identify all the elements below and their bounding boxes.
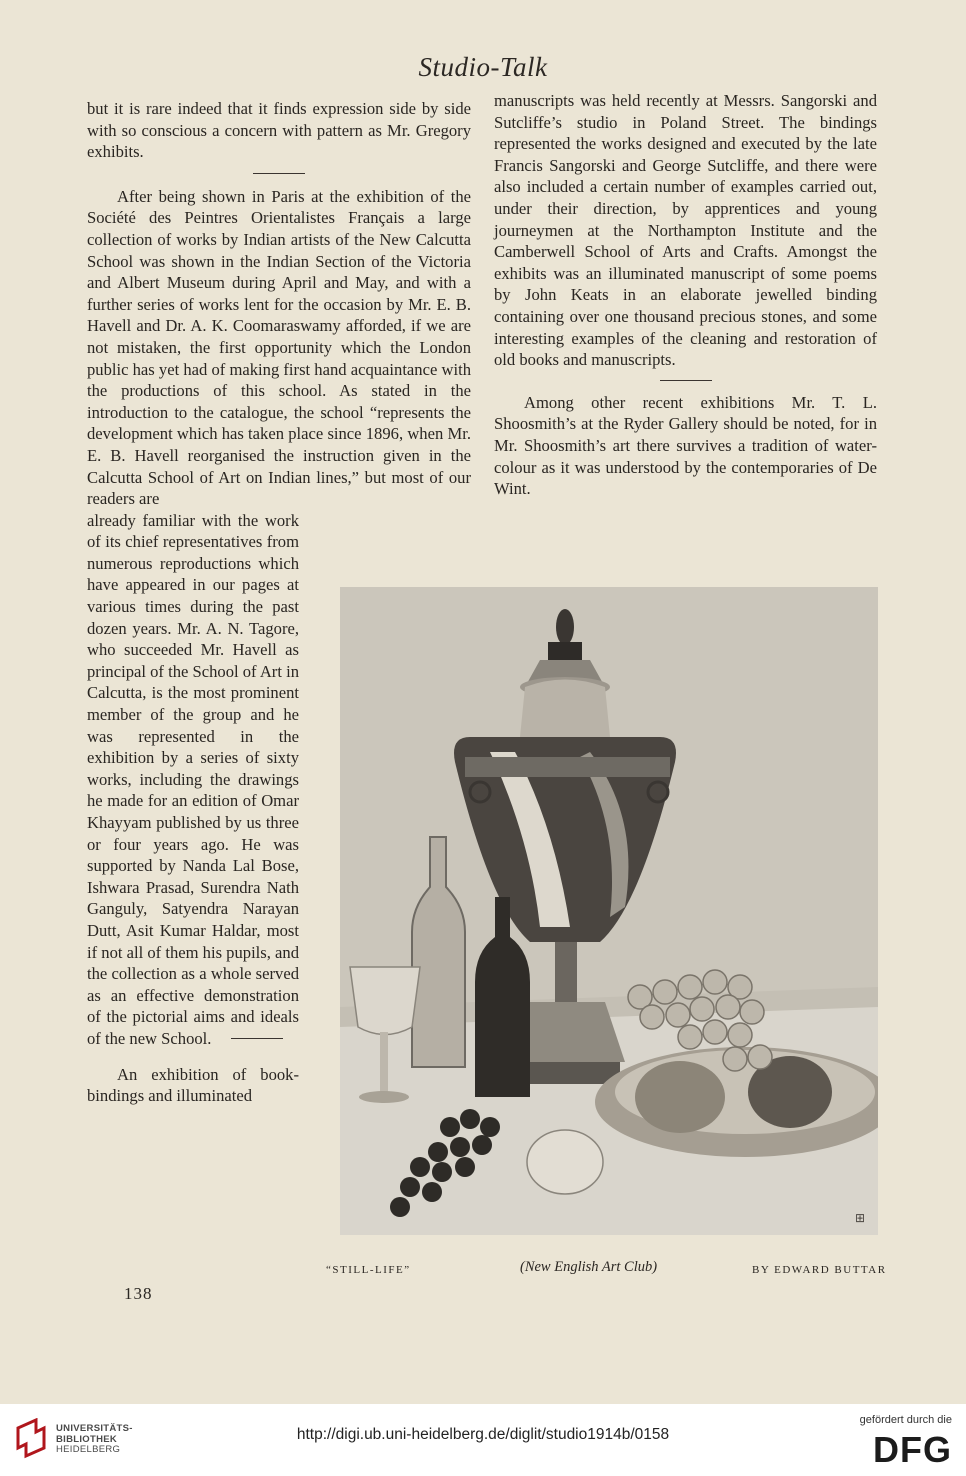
source-url-link[interactable]: http://digi.ub.uni-heidelberg.de/diglit/studio1914b/0158 — [296, 1426, 670, 1443]
left-paragraph-2-narrow-text: already familiar with the work of its chief representatives from numerous reproductions which have appeared in our pages at various times during the past dozen years. Mr. A. N. Tagore, who succeeded Mr. Havell as principal of the School of Art in Calcutta, is the most prominent member of the group and he was represented in the exhibition by a series of sixty works, including the drawings he made for an edition of Omar Khayyam published by us three or four years ago. He was supported by Nanda Lal Bose, Ishwara Prasad, Surendra Nath Ganguly, Satyendra Narayan Dutt, Asit Kumar Haldar, most if not all of them his pupils, and the collection as a whole served as an effective demonstration of the pictorial aims and ideals of the new School. — [87, 510, 300, 1048]
right-column — [494, 90, 877, 500]
running-title: Studio-Talk — [418, 52, 548, 82]
left-paragraph-2-continued — [87, 510, 299, 1050]
svg-text:⊞: ⊞ — [855, 1211, 866, 1225]
still-life-illustration — [340, 587, 878, 1235]
still-life-painting — [340, 587, 878, 1235]
section-divider — [660, 380, 712, 381]
library-name-line-1: UNIVERSITÄTS- — [56, 1423, 133, 1434]
library-name-line-3: HEIDELBERG — [56, 1444, 121, 1455]
caption-artist: BY EDWARD BUTTAR — [752, 1264, 887, 1276]
right-paragraph-1: manuscripts was held recently at Messrs. Sangorski and Sutcliffe’s studio in Poland Street. The bindings represented the works designed and executed by the late Francis Sangorski and George Sutcliffe, and there were also included a certain number of examples carried out, under their direction, by apprentices and young journeymen at the Northampton Institute and the Camberwell School of Arts and Crafts. Amongst the exhibits was an illuminated manuscript of some poems by John Keats in an elaborate jewelled binding containing over one thousand precious stones, and some interesting examples of the cleaning and restoration of old books and manuscripts. — [494, 91, 877, 370]
page-number: 138 — [124, 1284, 153, 1303]
library-name-line-2: BIBLIOTHEK — [56, 1433, 118, 1445]
right-paragraph-2: Among other recent exhibitions Mr. T. L. Shoosmith’s at the Ryder Gallery should be noted, for in Mr. Shoosmith’s art there survives a tradition of water-colour as it was understood by the contemporaries of De Wint. — [494, 392, 877, 499]
caption-title: “STILL-LIFE” — [326, 1264, 411, 1276]
funding-note: gefördert durch die — [859, 1414, 952, 1426]
footer-bar — [0, 1404, 966, 1476]
dfg-logo: DFG — [873, 1429, 952, 1470]
caption-source: (New English Art Club) — [520, 1259, 658, 1275]
section-divider — [231, 1038, 283, 1039]
left-paragraph-1: but it is rare indeed that it finds expression side by side with so conscious a concern with pattern as Mr. Gregory exhibits. — [87, 99, 471, 162]
left-paragraph-3: An exhibition of book-bindings and illuminated — [87, 1064, 299, 1106]
section-divider — [253, 173, 305, 174]
left-paragraph-2: After being shown in Paris at the exhibition of the Société des Peintres Orientalistes Français a large collection of works by Indian artists of the New Calcutta School was shown in the Indian Section of the Victoria and Albert Museum during April and May, and with a further series of works lent for the occasion by Mr. E. B. Havell and Dr. A. K. Coomaraswamy afforded, if we are not mistaken, the first opportunity which the London public has yet had of making first hand acquaintance with the productions of this school. As stated in the introduction to the catalogue, the school “represents the development which has taken place since 1896, when Mr. E. B. Havell reorganised the instruction given in the Calcutta School of Art on Indian lines,” but most of our readers are — [87, 186, 471, 509]
